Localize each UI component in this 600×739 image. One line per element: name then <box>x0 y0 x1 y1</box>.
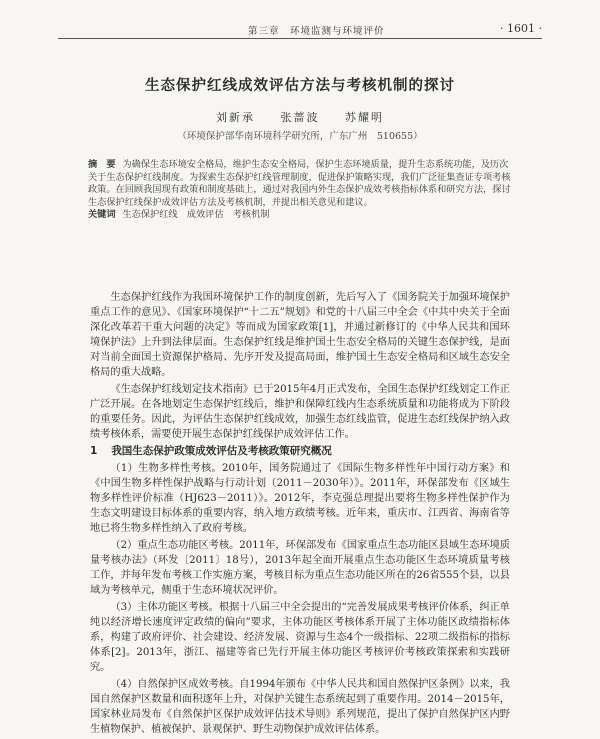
section-number: 1 <box>90 445 98 457</box>
article-title: 生态保护红线成效评估方法与考核机制的探讨 <box>145 78 455 94</box>
abstract-label: 摘 要 <box>88 159 116 170</box>
keywords-label: 关键词 <box>88 209 116 221</box>
author: 苏耀明 <box>345 111 384 124</box>
abstract-text: 为确保生态环境安全格局，维护生态安全格局，保护生态环境质量，提升生态系统功能，及历次关于生态保护红线制度。为探索生态保护红线管理制度，促进保护策略实现，我们广泛征集查证专项考核政策。在回顾我国现有政策和制度基础上，通过对我国内外生态保护成效考核指标体系和研究方法，探讨生态保护红线保护成效评估方法及考核机制，并提出相关意见和建议。 <box>88 159 511 208</box>
section-title: 我国生态保护政策成效评估及考核政策研究概况 <box>111 445 332 457</box>
page-number: · 1601 · <box>500 22 542 35</box>
author: 张蔷波 <box>280 111 320 124</box>
body-paragraph: 生态保护红线作为我国环境保护工作的制度创新，先后写入了《国务院关于加强环境保护重点工作的意见》、《国家环境保护“十二五”规划》和党的十八届三中全会《中共中央关于全面深化改革若干重大问题的决定》等而成为国家政策[1]，并通过新修订的《中华人民共和国环境保护法》上升到法律层面。生态保护红线是维护国土生态安全格局的关键生态保护线，是面对当前全面国土资源保护格局、先序开发及提高局面，维护国土生态安全格局和区域生态安全格局的重大战略。 <box>90 292 510 378</box>
body-paragraph: 《生态保护红线划定技术指南》已于2015年4月正式发布，全国生态保护红线划定工作正广泛开展。在各地划定生态保护红线后，维护和保障红线内生态系统质量和功能将成为下阶段的重要任务。因此，为评估生态保护红线成效，加强生态红线监管，促进生态红线保护纳入政绩考核体系，需要使开展生态保护红线保护成效评估工作。 <box>90 384 510 440</box>
affiliation: （环境保护部华南环境科学研究所，广东广州 510655） <box>177 131 423 142</box>
body-paragraph: （3）主体功能区考核。根据十八届三中全会提出的“完善发展成果考核评价体系，纠正单纯以经济增长速度评定政绩的偏向”要求，主体功能区考核体系开展了主体功能区政绩指标体系，构建了政府评价、社会建设、经济发展、资源与生态4个一级指标、22项二级指标的指标体系[2]。2013年，浙江、福建等省已先行开展主体功能区考核评价考核政策探索和实践研究。 <box>90 602 510 673</box>
body-paragraph: （1）生物多样性考核。2010年，国务院通过了《国际生物多样性年中国行动方案》和《中国生物多样性保护战略与行动计划（2011－2030年）》。2011年，环保部发布《区域生物多样性评价标准（HJ623－2011）》。2012年，李克强总理提出要将生物多样性保护作为生态文明建设目标体系的重要内容，纳入地方政绩考核。近年来，重庆市、江西省、海南省等地已将生物多样性纳入了政府考核。 <box>90 463 510 534</box>
author-list <box>0 109 600 125</box>
keywords-text: 生态保护红线 成效评估 考核机制 <box>122 209 270 221</box>
author: 刘新承 <box>216 111 255 124</box>
running-header <box>58 22 542 39</box>
abstract-block <box>88 159 512 222</box>
body-paragraph: （2）重点生态功能区考核。2011年，环保部发布《国家重点生态功能区县域生态环境质量考核办法》（环发〔2011〕18号），2013年起全面开展重点生态功能区生态环境质量考核工作，并每年发布考核工作实施方案，考核目标为重点生态功能区所在的26省555个县，以县域为考核单元，侧重于生态环境状况评价。 <box>90 540 510 596</box>
chapter-title: 第三章 环境监测与环境评价 <box>248 26 385 37</box>
body-paragraph: （4）自然保护区成效考核。自1994年颁布《中华人民共和国自然保护区条例》以来，我国自然保护区数量和面积逐年上升，对保护关键生态系统起到了重要作用。2014－2015年，国家林业局发布《自然保护区保护成效评估技术导则》系列规范，提出了保护自然保护区内野生植物保护、植被保护、景观保护、野生动物保护成效评估体系。 <box>90 679 510 735</box>
article-body <box>90 290 510 739</box>
section-heading <box>90 444 510 459</box>
